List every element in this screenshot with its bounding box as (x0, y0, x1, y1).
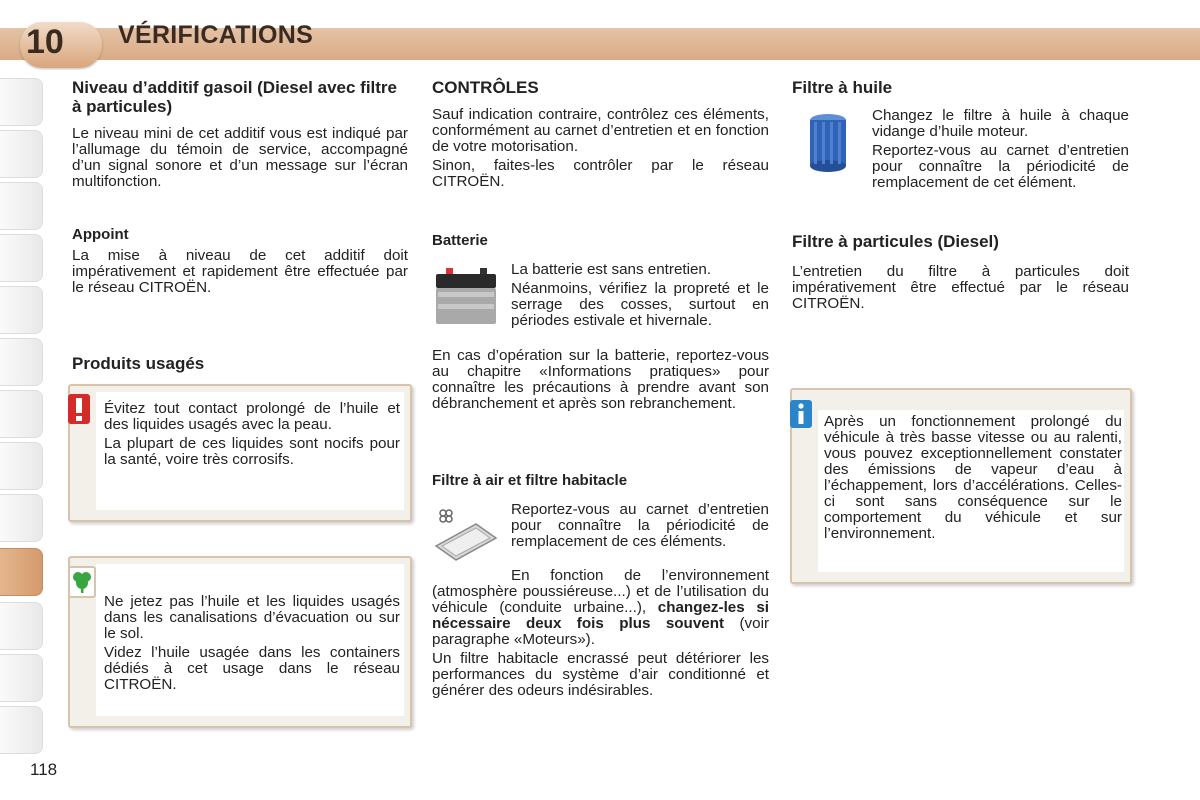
oil-filter-icon (800, 110, 856, 174)
paragraph: Après un fonctionnement prolongé du véhicule à très basse vitesse ou au ralenti, vous pouvez exceptionnellement constater des émissions de vapeur d’eau à l’échappement, lors d’accélérations. Celles-ci sont sans conséquence sur le comportement du véhicule et sur l’environnement. (824, 413, 1122, 542)
text-run: En fonction de l’environnement (atmosphère poussiéreuse...) et de l’utilisation du véhicule (conduite urbaine...), (432, 567, 769, 616)
section-heading: Produits usagés (72, 354, 205, 373)
paragraph: La batterie est sans entretien. (511, 261, 712, 278)
chapter-tab[interactable] (0, 130, 43, 178)
chapter-tab[interactable] (0, 390, 43, 438)
subsection-heading: Batterie (432, 232, 488, 249)
huile-text (872, 108, 1129, 191)
page-title: VÉRIFICATIONS (118, 21, 314, 49)
info-text (824, 414, 1122, 542)
paragraph: Videz l’huile usagée dans les containers dédiés à cet usage dans le réseau CITROËN. (104, 644, 400, 693)
subsection-heading: Appoint (72, 226, 129, 243)
chapter-tab-active[interactable] (0, 548, 43, 596)
paragraph: Évitez tout contact prolongé de l’huile et des liquides usagés avec la peau. (104, 400, 400, 433)
section-heading: Niveau d’additif gasoil (Diesel avec filtre à particules) (72, 78, 397, 116)
paragraph: Le niveau mini de cet additif vous est indiqué par l’allumage du témoin de service, accompagné d’un signal sonore et d’un message sur l’écran multifonction. (72, 125, 408, 190)
paragraph: En cas d’opération sur la batterie, reportez-vous au chapitre «Informations pratiques» pour connaître les précautions à prendre avant son débranchement et après son rebranchement. (432, 347, 769, 412)
text-run: (voir paragraphe «Moteurs»). (432, 615, 769, 648)
paragraph: La plupart de ces liquides sont nocifs pour la santé, voire très corrosifs. (104, 435, 400, 468)
chapter-tab[interactable] (0, 602, 43, 650)
batterie-text (511, 262, 769, 329)
warning-text (104, 401, 400, 468)
particules-section (792, 232, 1129, 312)
paragraph: Sauf indication contraire, contrôlez ces éléments, conformément au carnet d’entretien et en fonction de votre motorisation. (432, 106, 769, 155)
chapter-tab[interactable] (0, 78, 43, 126)
battery-icon (432, 262, 502, 332)
paragraph: La mise à niveau de cet additif doit impérativement et rapidement être effectuée par le réseau CITROËN. (72, 247, 408, 296)
chapter-tabs (0, 78, 46, 778)
paragraph: Sinon, faites-les contrôler par le réseau CITROËN. (432, 157, 769, 190)
info-icon (790, 400, 812, 428)
warning-icon (68, 394, 90, 424)
subsection-heading: Filtre à particules (Diesel) (792, 232, 999, 251)
chapter-tab[interactable] (0, 494, 43, 542)
produits-section (72, 354, 408, 373)
paragraph: Néanmoins, vérifiez la propreté et le serrage des cosses, surtout en périodes estivale et hivernale. (511, 280, 769, 329)
subsection-heading: Filtre à huile (792, 78, 893, 97)
environment-box (68, 556, 412, 728)
chapter-tab[interactable] (0, 286, 43, 334)
chapter-tab[interactable] (0, 706, 43, 754)
chapter-tab[interactable] (0, 182, 43, 230)
column-middle (432, 78, 769, 190)
emphasis-text: changez-les si nécessaire deux fois plus souvent (432, 599, 769, 632)
paragraph (432, 568, 769, 648)
paragraph: L’entretien du filtre à particules doit impérativement être effectué par le réseau CITROËN. (792, 263, 1129, 312)
batterie-text-2 (432, 348, 769, 412)
page-number: 118 (30, 760, 58, 779)
filtre-air-text-2 (432, 568, 769, 699)
batterie-section (432, 232, 769, 249)
paragraph: Reportez-vous au carnet d’entretien pour connaître la périodicité de remplacement de cet élément. (872, 142, 1129, 191)
air-filter-icon (432, 502, 502, 562)
info-box (790, 388, 1132, 584)
chapter-tab[interactable] (0, 338, 43, 386)
filtre-air-text (511, 502, 769, 550)
paragraph: Changez le filtre à huile à chaque vidange d’huile moteur. (872, 107, 1129, 140)
appoint-section (72, 226, 408, 296)
environment-icon (68, 566, 96, 598)
chapter-tab[interactable] (0, 654, 43, 702)
filtre-air-section (432, 472, 769, 489)
paragraph: Ne jetez pas l’huile et les liquides usagés dans les canalisations d’évacuation ou sur le sol. (104, 593, 400, 642)
paragraph: Un filtre habitacle encrassé peut détériorer les performances du système d’air conditionné et générer des odeurs indésirables. (432, 650, 769, 699)
column-left (72, 78, 408, 190)
column-right (792, 78, 1129, 98)
section-heading: CONTRÔLES (432, 78, 539, 97)
environment-text (104, 594, 400, 693)
warning-box (68, 384, 412, 522)
chapter-tab[interactable] (0, 234, 43, 282)
chapter-tab[interactable] (0, 442, 43, 490)
chapter-number: 10 (26, 23, 64, 61)
paragraph: Reportez-vous au carnet d’entretien pour connaître la périodicité de remplacement de ces éléments. (511, 501, 769, 550)
subsection-heading: Filtre à air et filtre habitacle (432, 472, 628, 489)
